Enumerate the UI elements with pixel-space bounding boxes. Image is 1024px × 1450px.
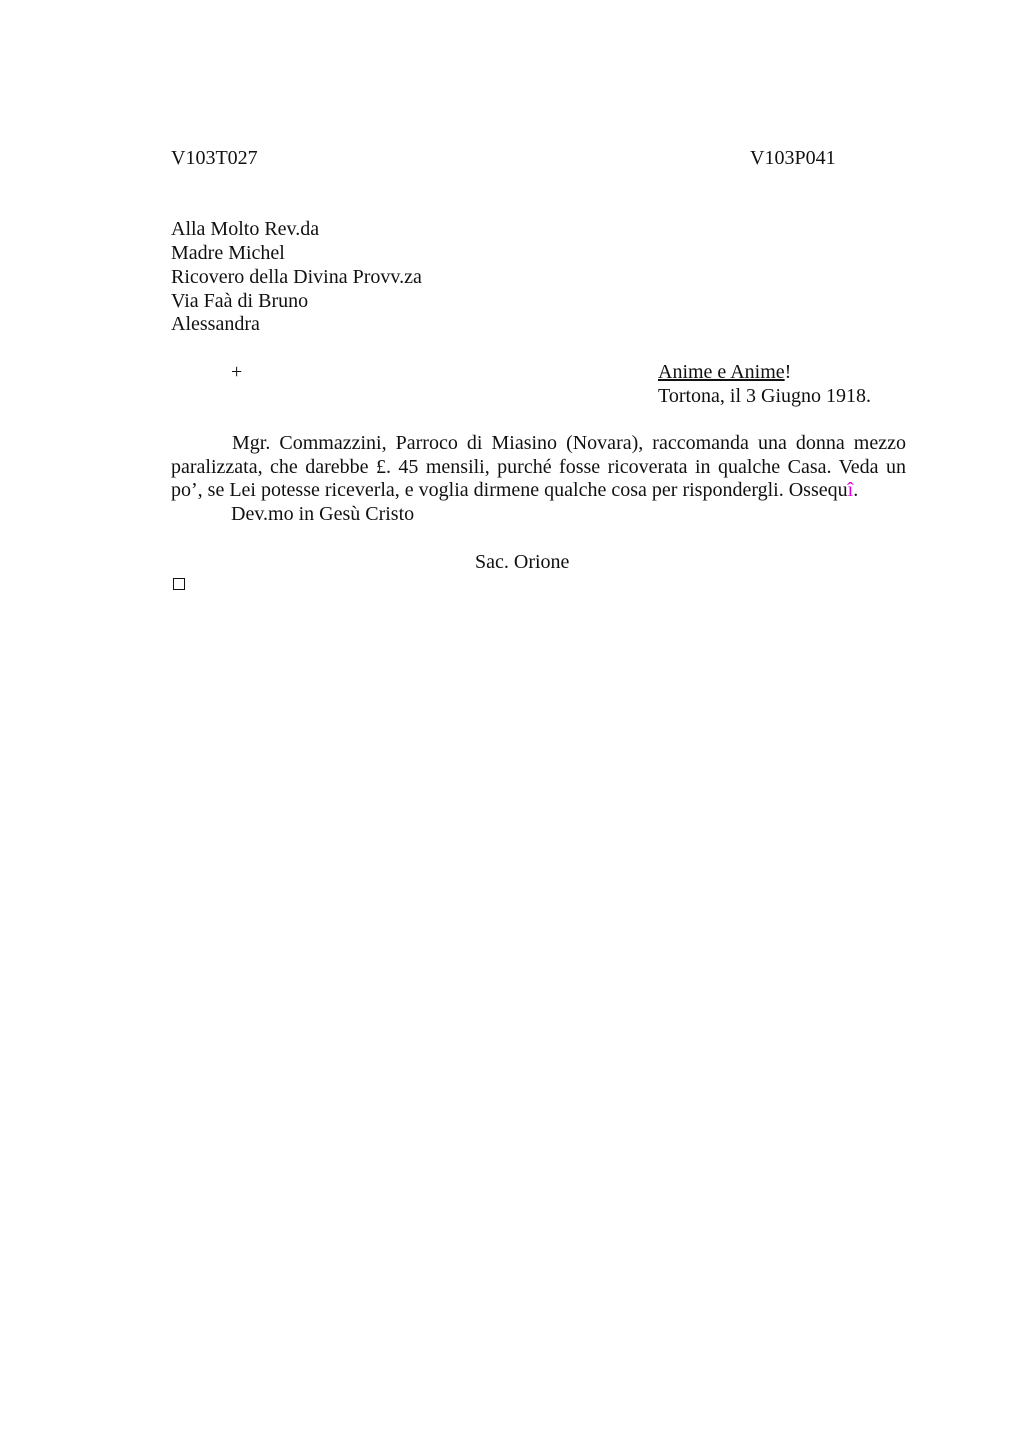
body-text: Mgr. Commazzini, Parroco di Miasino (Novara), raccomanda una donna mezzo paralizzata, che darebbe £. 45 mensili, purché fosse ricoverata in qualche Casa. Veda un po’, se Lei potesse riceverla, e voglia dirmene qualche cosa per rispondergli. Ossequ (171, 432, 906, 502)
signature: Sac. Orione (475, 551, 570, 573)
body-paragraph (171, 432, 906, 503)
cross-symbol: + (231, 361, 243, 383)
place-date: Tortona, il 3 Giugno 1918. (658, 385, 872, 407)
address-line: Alla Molto Rev.da (171, 218, 320, 240)
document-code-left: V103T027 (171, 147, 258, 169)
closing-line: Dev.mo in Gesù Cristo (231, 503, 415, 525)
square-symbol-icon (173, 578, 185, 590)
motto (658, 360, 791, 384)
body-end: . (853, 479, 859, 502)
motto-exclamation: ! (784, 361, 792, 383)
address-line: Madre Michel (171, 242, 285, 264)
motto-underlined: Anime e Anime (658, 361, 785, 383)
document-code-right: V103P041 (750, 147, 836, 169)
address-line: Alessandra (171, 313, 260, 335)
address-line: Ricovero della Divina Provv.za (171, 266, 422, 288)
address-line: Via Faà di Bruno (171, 290, 309, 312)
body-accent-char: î (847, 479, 854, 502)
